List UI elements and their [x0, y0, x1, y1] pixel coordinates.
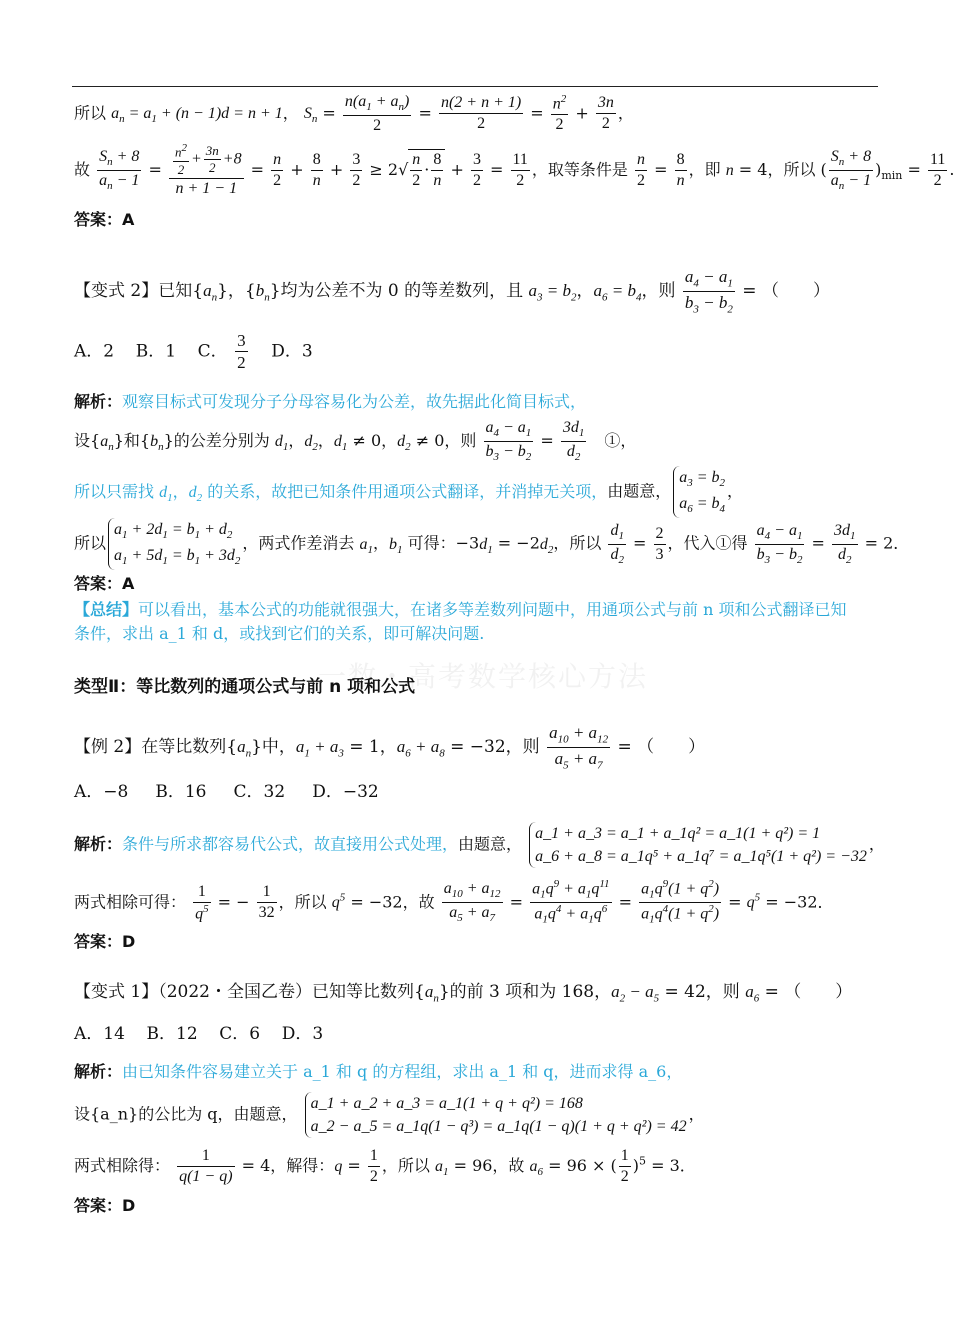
- example2-options: A．−8 B．16 C．32 D．−32: [74, 782, 379, 802]
- example2-jiexi: 解析：条件与所求都容易代公式，故直接用公式处理，由题意， a_1 + a_3 = a_1 + a_1q² = a_1(1 + q²) = 1 a_6 + a_8 = a_1q⁵ + a_1q⁷ = a_1q⁵(1 + q²) = −32 ，: [74, 822, 885, 868]
- variant2-stem: 【变式 2】已知$\{a_n\}$，$\{b_n\}$均为公差不为 0 的等差数列，且 $a_3 = b_2$，$a_6 = b_4$，则 $\frac{a_4 - a_1}{b_3 - b_2}$ = （ ）: [74, 267, 830, 316]
- variant1-stem: 【变式 1】（2022・全国乙卷）已知等比数列$\{a_n\}$的前 3 项和为 168，$a_2 - a_5 = 42$，则 $a_6$ = （ ）: [74, 982, 853, 1005]
- variant1-options: A．14 B．12 C．6 D．3: [74, 1024, 324, 1044]
- answer-2: 答案：A: [74, 574, 135, 593]
- example2-line2: 两式相除可得： $\frac{1}{q^5}$ = − $\frac{1}{32}$ ，所以 $q^5 = -32$，故 $\frac{a_{10} + a_{12}}{a_5 + a_7}$ = $\frac{a_1q^9 + a_1q^{11}}{a_1q^4 + a_1q^6}$ = $\frac{a_1q^9(1 + q^2)}{a_1q^4(1 + q^2)}$ = $q^5 = -32$．: [74, 878, 834, 926]
- inequality-line: 故 $\frac{S_n + 8}{a_n - 1}$ = $\frac{n^2}{2}$ + $\frac{3n}{2}$ +8 n + 1 − 1 = $\frac{n}{2}$ + $\frac{8}{n}$ + $\frac{3}{2}$ ≥ 2√ $\frac{n}{2}$ · $\frac{8}{n}$ + $\frac{3}{2}$ = $\frac{11}{2}$ ，取等条件是 $\frac{n}{2}$ = $\frac{8}{n}$ ，即 n = 4，所以 ( $\frac{S_n + 8}{a_n - 1}$ )$_{min}$ = $\frac{11}{2}$ .: [74, 142, 954, 197]
- watermark: 一数・高考数学核心方法: [318, 660, 649, 693]
- header-rule: [72, 86, 878, 87]
- variant2-options: A．2 B．1 C． $\frac{3}{2}$ D．3: [74, 331, 313, 373]
- answer-3: 答案：D: [74, 932, 136, 951]
- variant2-line2: 设$\{a_n\}$和$\{b_n\}$的公差分别为 $d_1$，$d_2$，$d_1 \ne 0$，$d_2 \ne 0$，则 $\frac{a_4 - a_1}{b_3 - b_2}$ = $\frac{3d_1}{d_2}$ ①，: [74, 419, 637, 464]
- summary-line2: 条件，求出 a_1 和 d，或找到它们的关系，即可解决问题.: [74, 624, 485, 643]
- section-title: 类型Ⅱ：等比数列的通项公式与前 n 项和公式: [74, 677, 416, 697]
- summary-line1: 【总结】可以看出，基本公式的功能就很强大，在诸多等差数列问题中，用通项公式与前 n 项和公式翻译已知: [74, 600, 847, 619]
- answer-4: 答案：D: [74, 1196, 136, 1215]
- sn-derivation-line: 所以 $a_n = a_1 + (n - 1)d = n + 1$， $S_n$ = $\frac{n(a_1 + a_n)}{2}$ = $\frac{n(2 + n + 1)}{2}$ = $\frac{n^2}{2}$ + $\frac{3n}{2}$ ，: [74, 92, 634, 134]
- variant2-line4: 所以 $a_1 + 2d_1 = b_1 + d_2$ $a_1 + 5d_1 = b_1 + 3d_2$ ，两式作差消去 $a_1$，$b_1$ 可得：$-3d_1 = -2d_2$，所以 $\frac{d_1}{d_2}$ = $\frac{2}{3}$ ，代入①得 $\frac{a_4 - a_1}{b_3 - b_2}$ = $\frac{3d_1}{d_2}$ = 2．: [74, 518, 909, 570]
- answer-1: 答案：A: [74, 210, 135, 229]
- variant2-jiexi: 解析：观察目标式可发现分子分母容易化为公差，故先据此化简目标式，: [74, 392, 587, 411]
- variant1-line2: 设{a_n}的公比为 q，由题意， a_1 + a_2 + a_3 = a_1(1 + q + q²) = 168 a_2 − a_5 = a_1q(1 − q³) = a_1q(1 − q)(1 + q + q²) = 42 ，: [74, 1092, 705, 1138]
- variant2-line3: 所以只需找 $d_1$，$d_2$ 的关系，故把已知条件用通项公式翻译，并消掉无关项，由题意， $a_3 = b_2$ $a_6 = b_4$ ，: [74, 466, 743, 518]
- variant1-jiexi: 解析：由已知条件容易建立关于 a_1 和 q 的方程组，求出 a_1 和 q，进而求得 a_6，: [74, 1062, 683, 1081]
- variant1-line3: 两式相除得： $\frac{1}{q(1 - q)}$ = 4，解得：q = $\frac{1}{2}$ ，所以 $a_1 = 96$，故 $a_6 = 96$ × ( $\frac{1}{2}$ )$^5$ = 3．: [74, 1147, 696, 1185]
- example2-stem: 【例 2】在等比数列$\{a_n\}$中，$a_1 + a_3 = 1$，$a_6 + a_8 = -32$，则 $\frac{a_{10} + a_{12}}{a_5 + a_7}$ = （ ）: [74, 723, 706, 772]
